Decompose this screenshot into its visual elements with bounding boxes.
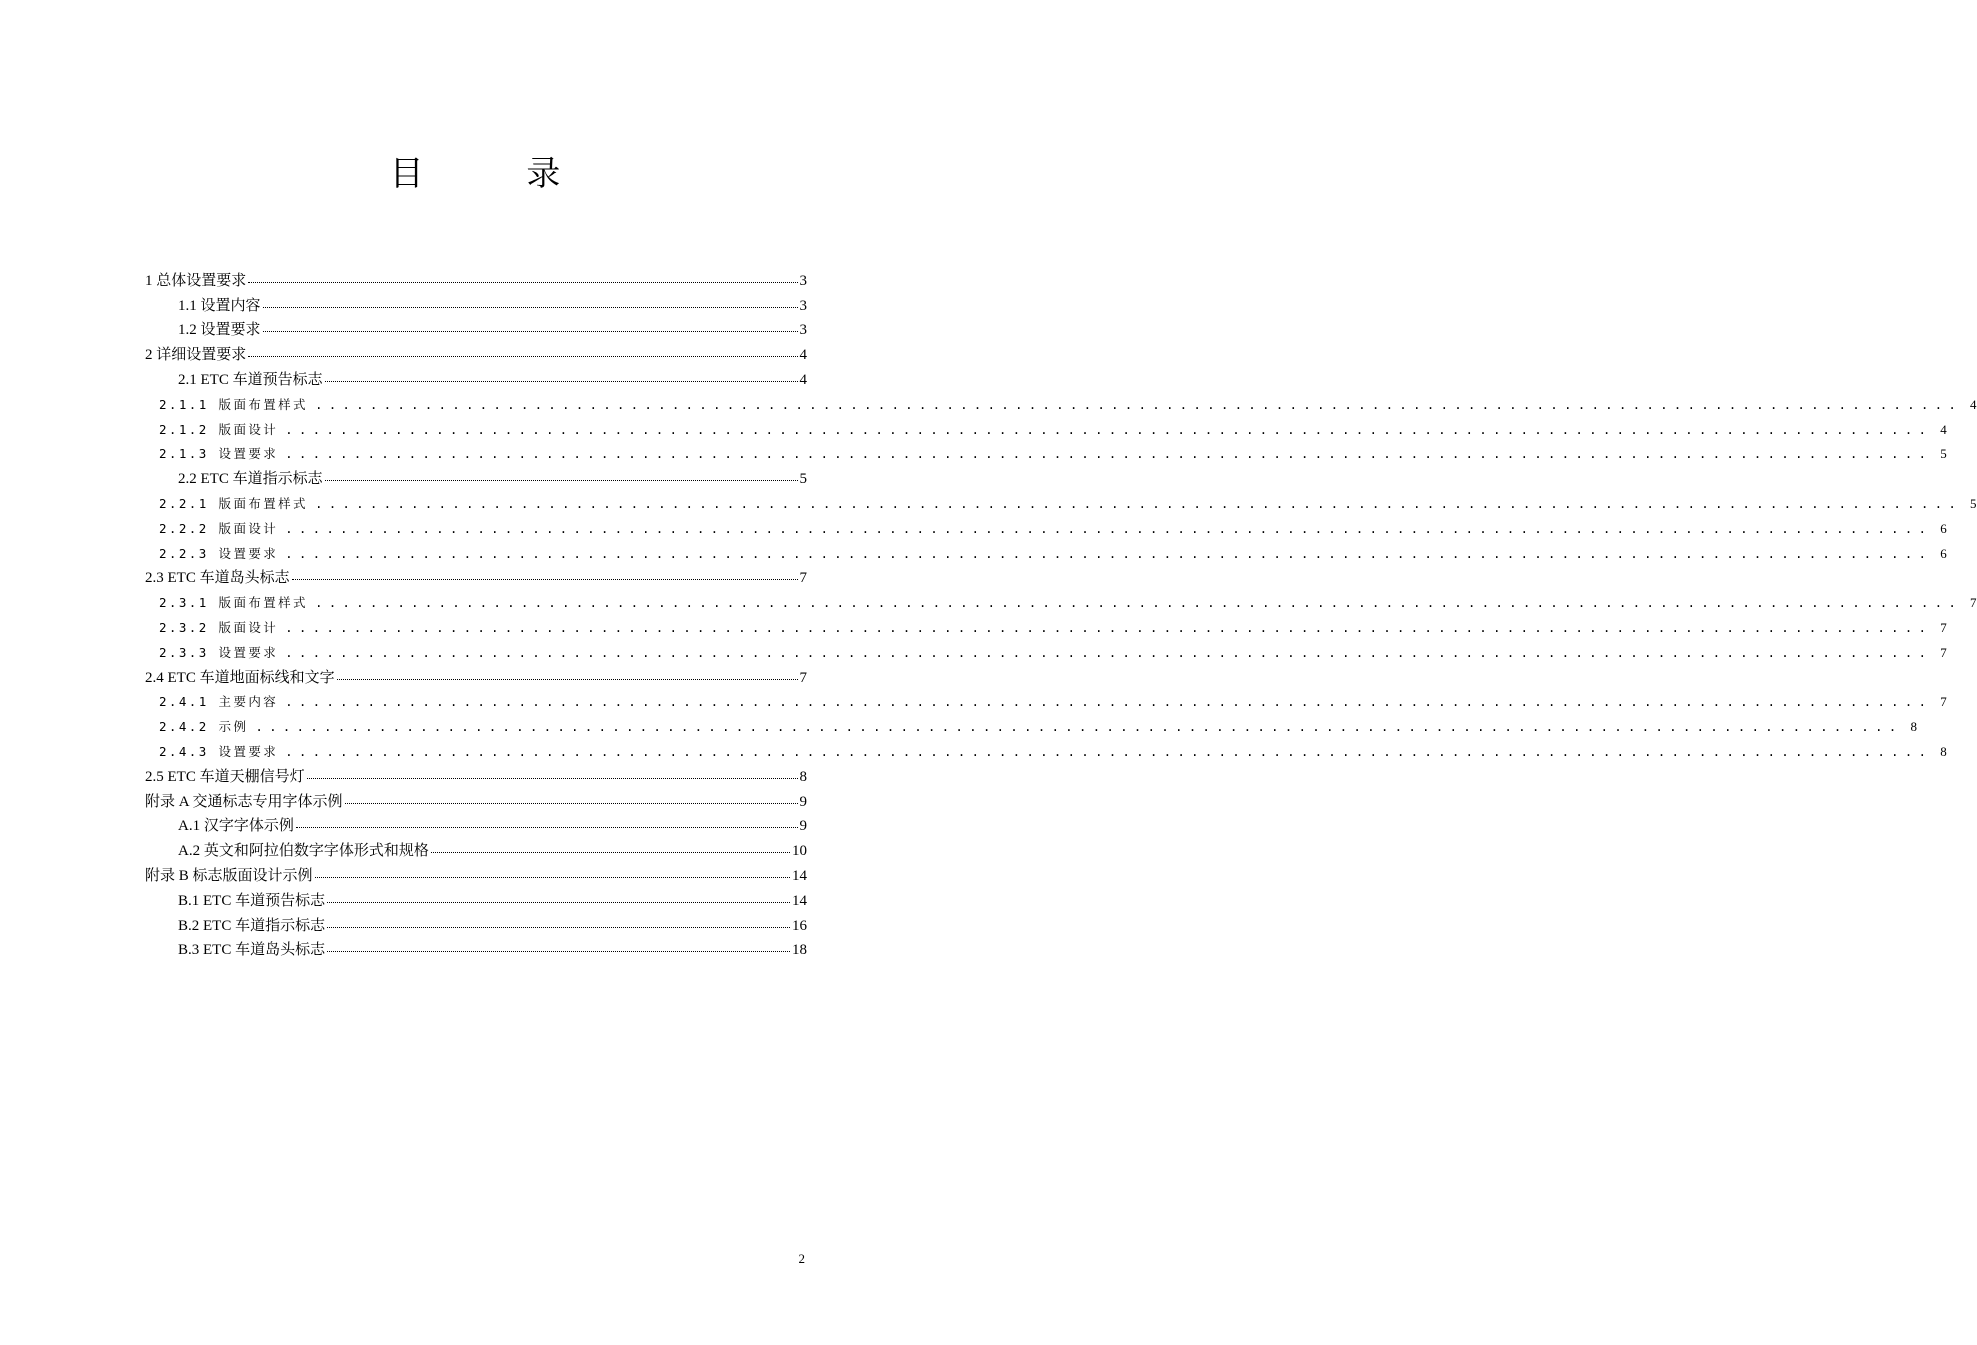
toc-leader-dots <box>345 803 798 804</box>
toc-entry-page: 7 <box>1940 694 1947 710</box>
toc-entry[interactable] <box>145 812 807 837</box>
toc-entry-label: 2.4.1 主要内容 <box>159 694 279 710</box>
toc-entry-label: 2.1.2 版面设计 <box>159 421 279 437</box>
toc-entry-page: 7 <box>1940 619 1947 635</box>
toc-entry-label: A.1 汉字字体示例 <box>178 818 294 835</box>
toc-entry-label: B.2 ETC 车道指示标志 <box>178 917 326 934</box>
toc-leader-dots: ........................................................................................................................ <box>314 396 1963 412</box>
toc-entry[interactable] <box>145 886 807 911</box>
toc-leader-dots: ........................................................................................................................ <box>314 595 1963 611</box>
toc-entry-label: 1.2 设置要求 <box>178 322 261 339</box>
toc-leader-dots <box>327 927 790 928</box>
toc-entry[interactable] <box>145 415 1947 440</box>
toc-entry-label: 1.1 设置内容 <box>178 297 261 314</box>
toc-entry[interactable] <box>145 762 807 787</box>
toc-entry-label: 2.4.2 示例 <box>159 719 249 735</box>
toc-leader-dots <box>248 356 797 357</box>
toc-entry[interactable] <box>145 936 807 961</box>
toc-leader-dots <box>431 852 790 853</box>
toc-leader-dots: ........................................................................................................................ <box>285 421 1933 437</box>
toc-entry[interactable] <box>145 861 807 886</box>
toc-leader-dots <box>327 902 790 903</box>
toc-leader-dots <box>315 877 790 878</box>
toc-leader-dots: ........................................................................................................................ <box>285 743 1933 759</box>
page-title: 目 录 <box>389 154 607 194</box>
toc-leader-dots: ........................................................................................................................ <box>255 719 1903 735</box>
toc-entry[interactable] <box>145 613 1947 638</box>
toc-leader-dots <box>307 778 798 779</box>
toc-entry[interactable] <box>145 539 1947 564</box>
toc-leader-dots <box>325 381 798 382</box>
toc-entry[interactable] <box>145 688 1947 713</box>
toc-entry-label: 2.1 ETC 车道预告标志 <box>178 371 323 388</box>
toc-entry-page: 7 <box>799 669 807 686</box>
toc-entry[interactable] <box>145 464 807 489</box>
toc-entry[interactable] <box>145 663 807 688</box>
toc-entry-page: 14 <box>792 892 807 909</box>
toc-entry-page: 8 <box>1940 743 1947 759</box>
toc-entry-page: 9 <box>799 818 807 835</box>
toc-leader-dots <box>263 307 798 308</box>
toc-leader-dots <box>325 480 798 481</box>
toc-entry-label: 附录 B 标志版面设计示例 <box>145 867 313 884</box>
toc-entry-label: 2.4 ETC 车道地面标线和文字 <box>145 669 335 686</box>
toc-entry[interactable] <box>145 316 807 341</box>
toc-leader-dots: ........................................................................................................................ <box>285 644 1933 660</box>
toc-entry-page: 4 <box>1970 396 1977 412</box>
toc-entry-page: 8 <box>1910 719 1917 735</box>
toc-entry-page: 6 <box>1940 545 1947 561</box>
toc-entry-label: 2.2 ETC 车道指示标志 <box>178 471 323 488</box>
toc-entry[interactable] <box>145 564 807 589</box>
toc-entry-page: 5 <box>1940 446 1947 462</box>
toc-entry[interactable] <box>145 365 807 390</box>
toc-entry-label: 2.1.3 设置要求 <box>159 446 279 462</box>
toc-entry-label: 附录 A 交通标志专用字体示例 <box>145 793 343 810</box>
toc-entry[interactable] <box>145 266 807 291</box>
toc-entry[interactable] <box>145 787 807 812</box>
toc-entry-label: 2 详细设置要求 <box>145 347 247 364</box>
toc-entry-page: 14 <box>792 867 807 884</box>
toc-entry-page: 3 <box>799 322 807 339</box>
toc-entry-page: 3 <box>799 272 807 289</box>
toc-entry-label: B.1 ETC 车道预告标志 <box>178 892 326 909</box>
page-number: 2 <box>798 1251 805 1266</box>
toc-entry-label: 2.2.3 设置要求 <box>159 545 279 561</box>
toc-entry-label: A.2 英文和阿拉伯数字字体形式和规格 <box>178 843 429 860</box>
toc-entry-page: 5 <box>799 471 807 488</box>
toc-entry-page: 7 <box>1970 595 1977 611</box>
toc-leader-dots <box>337 679 798 680</box>
toc-leader-dots: ........................................................................................................................ <box>285 619 1933 635</box>
toc-entry-page: 4 <box>1940 421 1947 437</box>
toc-entry-page: 9 <box>799 793 807 810</box>
toc-entry-label: 2.1.1 版面布置样式 <box>159 396 308 412</box>
toc-entry-label: 2.4.3 设置要求 <box>159 743 279 759</box>
toc-leader-dots <box>248 282 797 283</box>
toc-entry[interactable] <box>145 712 1917 737</box>
table-of-contents <box>145 266 1977 960</box>
toc-entry-label: B.3 ETC 车道岛头标志 <box>178 942 326 959</box>
toc-entry-label: 2.3.1 版面布置样式 <box>159 595 308 611</box>
toc-entry-page: 16 <box>792 917 807 934</box>
toc-entry[interactable] <box>145 291 807 316</box>
toc-entry[interactable] <box>145 836 807 861</box>
toc-leader-dots: ........................................................................................................................ <box>314 495 1963 511</box>
toc-entry-page: 7 <box>799 570 807 587</box>
toc-leader-dots: ........................................................................................................................ <box>285 694 1933 710</box>
toc-entry[interactable] <box>145 737 1947 762</box>
toc-entry-label: 2.5 ETC 车道天棚信号灯 <box>145 768 305 785</box>
toc-entry[interactable] <box>145 440 1947 465</box>
toc-entry-page: 5 <box>1970 495 1977 511</box>
toc-entry[interactable] <box>145 340 807 365</box>
toc-entry-page: 4 <box>799 347 807 364</box>
toc-entry-page: 3 <box>799 297 807 314</box>
toc-leader-dots <box>296 827 798 828</box>
toc-entry-label: 2.2.1 版面布置样式 <box>159 495 308 511</box>
toc-entry[interactable] <box>145 489 1977 514</box>
toc-entry-page: 10 <box>792 843 807 860</box>
toc-entry-label: 2.3 ETC 车道岛头标志 <box>145 570 290 587</box>
toc-entry[interactable] <box>145 638 1947 663</box>
toc-entry-label: 2.3.2 版面设计 <box>159 619 279 635</box>
toc-leader-dots <box>292 579 798 580</box>
toc-leader-dots: ........................................................................................................................ <box>285 520 1933 536</box>
toc-leader-dots <box>327 951 790 952</box>
toc-entry-page: 18 <box>792 942 807 959</box>
toc-entry-label: 2.3.3 设置要求 <box>159 644 279 660</box>
toc-entry-page: 8 <box>799 768 807 785</box>
toc-entry[interactable] <box>145 911 807 936</box>
toc-leader-dots: ........................................................................................................................ <box>285 446 1933 462</box>
toc-entry-page: 6 <box>1940 520 1947 536</box>
toc-entry-label: 2.2.2 版面设计 <box>159 520 279 536</box>
toc-leader-dots <box>263 331 798 332</box>
toc-entry[interactable] <box>145 588 1977 613</box>
toc-entry-page: 4 <box>799 371 807 388</box>
toc-entry-page: 7 <box>1940 644 1947 660</box>
toc-entry[interactable] <box>145 390 1977 415</box>
toc-entry[interactable] <box>145 514 1947 539</box>
toc-entry-label: 1 总体设置要求 <box>145 272 247 289</box>
toc-leader-dots: ........................................................................................................................ <box>285 545 1933 561</box>
